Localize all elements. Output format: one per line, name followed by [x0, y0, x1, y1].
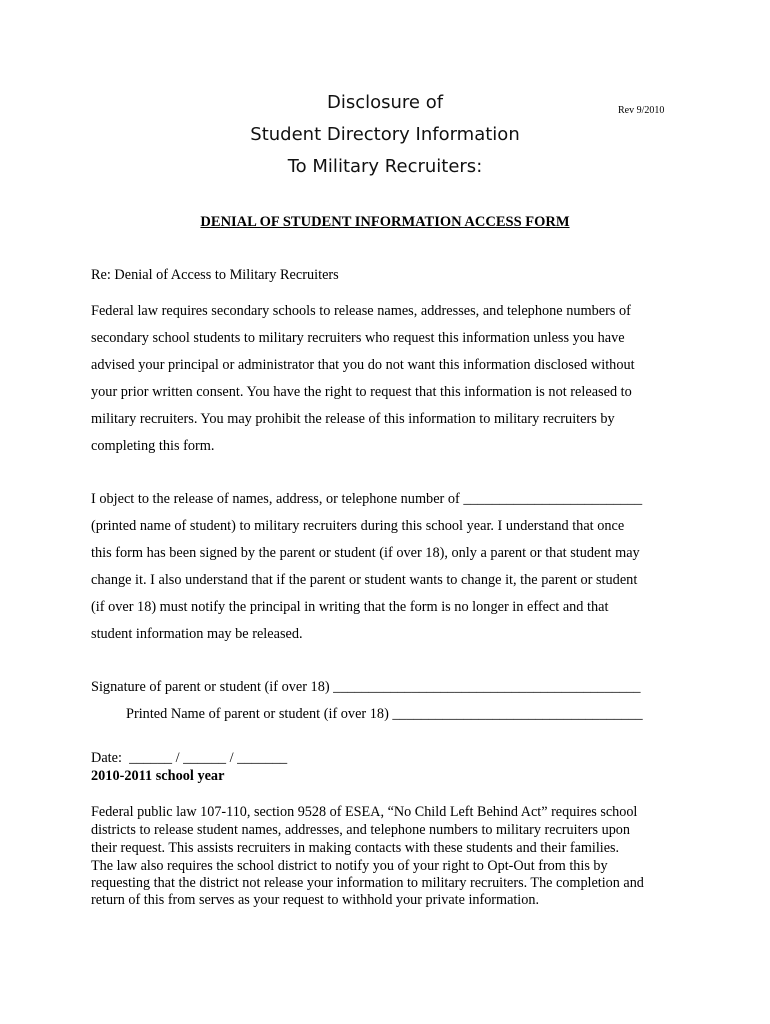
title-line-1: Disclosure of: [326, 92, 444, 113]
law-line: requesting that the district not release your information to military recruiters. The completion and: [91, 875, 644, 891]
objection-line: this form has been signed by the parent or student (if over 18), only a parent or that student may: [91, 545, 640, 561]
objection-line: student information may be released.: [91, 626, 303, 642]
revision-date: Rev 9/2010: [618, 105, 665, 116]
intro-line: advised your principal or administrator that you do not want this information disclosed without: [91, 357, 635, 373]
printed-name-field[interactable]: Printed Name of parent or student (if over 18) ___________________________________: [126, 706, 643, 722]
intro-line: military recruiters. You may prohibit the release of this information to military recruiters by: [91, 411, 615, 427]
form-heading: DENIAL OF STUDENT INFORMATION ACCESS FORM: [200, 214, 570, 230]
law-line: districts to release student names, addresses, and telephone numbers to military recruiters upon: [91, 822, 630, 838]
intro-line: completing this form.: [91, 438, 215, 454]
law-line: their request. This assists recruiters in making contacts with these students and their families.: [91, 840, 620, 856]
law-line: The law also requires the school district to notify you of your right to Opt-Out from this by: [91, 858, 608, 874]
law-line: return of this from serves as your request to withhold your private information.: [91, 892, 539, 908]
date-field[interactable]: Date: ______ / ______ / _______: [91, 750, 288, 766]
objection-line: (if over 18) must notify the principal in writing that the form is no longer in effect and that: [91, 599, 609, 615]
school-year: 2010-2011 school year: [91, 768, 225, 784]
student-name-field-line[interactable]: I object to the release of names, address, or telephone number of _________________________: [91, 491, 643, 507]
title-line-3: To Military Recruiters:: [287, 156, 483, 177]
law-line: Federal public law 107-110, section 9528 of ESEA, “No Child Left Behind Act” requires school: [91, 804, 638, 820]
intro-line: Federal law requires secondary schools to release names, addresses, and telephone numbers of: [91, 303, 631, 319]
signature-field[interactable]: Signature of parent or student (if over 18) ___________________________________________: [91, 679, 641, 695]
intro-line: your prior written consent. You have the right to request that this information is not released to: [91, 384, 632, 400]
intro-line: secondary school students to military recruiters who request this information unless you have: [91, 330, 625, 346]
re-line: Re: Denial of Access to Military Recruiters: [91, 267, 339, 283]
title-line-2: Student Directory Information: [250, 124, 520, 145]
objection-line: change it. I also understand that if the parent or student wants to change it, the parent or student: [91, 572, 638, 588]
objection-line: (printed name of student) to military recruiters during this school year. I understand that once: [91, 518, 625, 534]
